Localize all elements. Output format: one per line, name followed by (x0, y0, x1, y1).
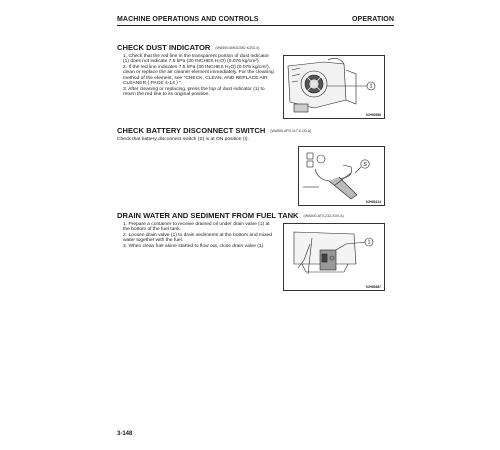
header-rule (117, 25, 394, 26)
callout-label: 1 (367, 239, 371, 246)
fuel-drain-steps (117, 222, 276, 249)
callout-label: S (363, 161, 367, 168)
section-code: (WA500-AT0-Z33-K00-A) (303, 214, 344, 218)
section-code: (WA500-6M02/280-K303-4) (215, 46, 260, 50)
figure-code: 9JH00414 (365, 200, 381, 204)
section-title-text: DRAIN WATER AND SEDIMENT FROM FUEL TANK (117, 211, 299, 220)
battery-switch-text: Check that battery disconnect switch (S) is at ON position (I). (117, 137, 249, 142)
figure-fuel-drain (283, 223, 385, 291)
step-item: 2. If the red line indicates 7.5 kPa (30 INCHES H₂O) (0.076 kg/cm²), clean or replace the air cleaner element immediately. For the cleaning method of the element, see "CHECK, CLEAN, AND REPLACE AIR CLEANER ( PAGE 4-14 ) ". (123, 64, 274, 87)
battery-switch-illustration (299, 147, 384, 205)
figure-battery-switch (298, 146, 385, 206)
section-title-text: CHECK DUST INDICATOR (117, 43, 211, 52)
step-item: 3. After cleaning or replacing, press the top of dust indicator (1) to return the red line to its original position. (123, 86, 265, 98)
callout-label: 1 (369, 83, 373, 90)
figure-code: 9JH00487 (365, 285, 381, 289)
header-section-title: MACHINE OPERATIONS AND CONTROLS (117, 16, 259, 23)
section-title-text: CHECK BATTERY DISCONNECT SWITCH (117, 126, 266, 135)
figure-dust-indicator (283, 55, 385, 119)
step-item: 1. Prepare a container to receive drained oil under drain valve (1) at the bottom of the fuel tank. (123, 222, 270, 233)
section-title-dust-indicator (117, 43, 259, 52)
step-item: 2. Loosen drain valve (1) to drain sediments at the bottom and mixed water together with the fuel. (123, 232, 272, 244)
step-item: 1. Check that the red line in the transparent portion of dust indicator (1) does not indicate 7.5 kPa (30 INCHES H₂O) (0.076 kg/cm²). (123, 54, 269, 65)
page-number: 3-148 (117, 431, 133, 437)
section-code: (WA500-6P0-117-K-00-A) (270, 129, 312, 133)
dust-indicator-steps (117, 54, 276, 98)
header-chapter-title: OPERATION (352, 16, 394, 23)
step-item: 3. When clean fuel alone started to flow out, close drain valve (1). (123, 243, 265, 249)
section-title-battery-switch (117, 126, 311, 135)
dust-indicator-illustration (284, 56, 384, 118)
section-title-fuel-drain (117, 211, 344, 220)
figure-code: 9JH00598 (365, 113, 381, 117)
fuel-drain-illustration (284, 224, 384, 290)
